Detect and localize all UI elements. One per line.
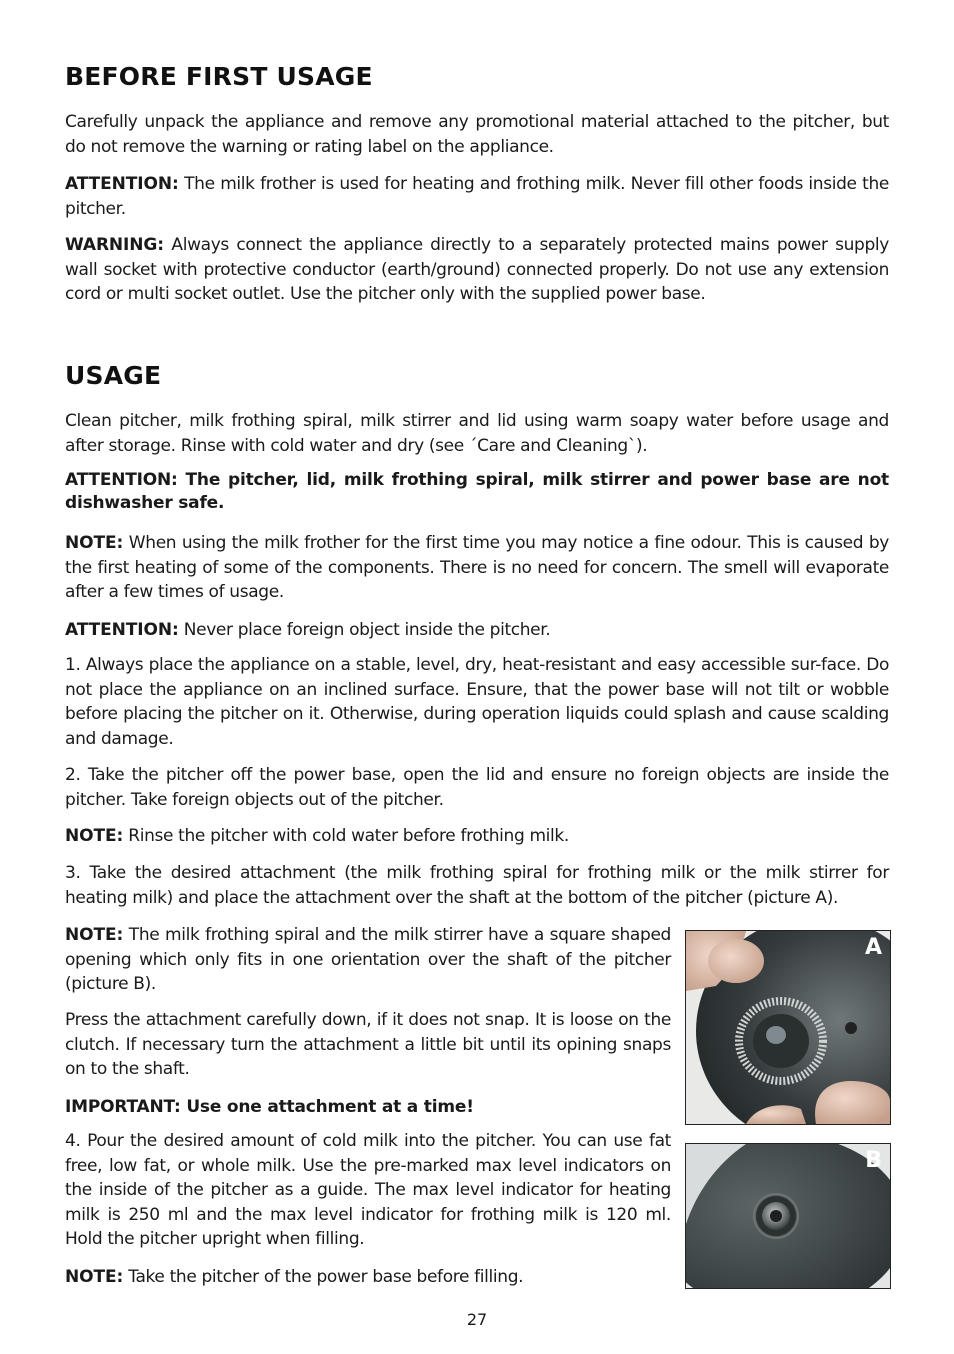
figure-a-illustration bbox=[686, 931, 890, 1124]
warning-text: Always connect the appliance directly to a separately protected mains power supply wall socket with protective conductor (earth/ground) connected properly. Do not use any extension cord or multi socket outlet. Use the pitcher only with the supplied power base. bbox=[65, 235, 889, 305]
figure-b-illustration bbox=[686, 1144, 890, 1288]
paragraph-press-attachment: Press the attachment carefully down, if it does not snap. It is loose on the clutch. If necessary turn the attachment a little bit until its opining snaps on to the shaft. bbox=[65, 1010, 671, 1080]
section-title-usage: USAGE bbox=[65, 361, 162, 390]
figure-b-photo bbox=[685, 1143, 891, 1289]
paragraph-note-rinse bbox=[65, 824, 889, 849]
paragraph-unpack: Carefully unpack the appliance and remove any promotional material attached to the pitcher, but do not remove the warning or rating label on the appliance. bbox=[65, 112, 889, 157]
paragraph-warning bbox=[65, 233, 889, 307]
note-label: NOTE: bbox=[65, 826, 124, 846]
section-title-before-first-usage: BEFORE FIRST USAGE bbox=[65, 62, 373, 91]
paragraph-important: IMPORTANT: Use one attachment at a time! bbox=[65, 1097, 474, 1117]
note-label: NOTE: bbox=[65, 925, 124, 945]
attention-text: Never place foreign object inside the pitcher. bbox=[178, 620, 551, 640]
note-text: Take the pitcher of the power base before filling. bbox=[123, 1267, 524, 1287]
warning-label: WARNING: bbox=[65, 235, 164, 255]
note-label: NOTE: bbox=[65, 1267, 124, 1287]
paragraph-step-2: 2. Take the pitcher off the power base, open the lid and ensure no foreign objects are inside the pitcher. Take foreign objects out of the pitcher. bbox=[65, 765, 889, 810]
paragraph-note-filling bbox=[65, 1265, 671, 1290]
paragraph-attention-frother bbox=[65, 172, 889, 221]
note-label: NOTE: bbox=[65, 533, 124, 553]
figure-a-photo bbox=[685, 930, 891, 1125]
paragraph-clean: Clean pitcher, milk frothing spiral, milk stirrer and lid using warm soapy water before usage and after storage. Rinse with cold water and dry (see ´Care and Cleaning`). bbox=[65, 411, 889, 456]
note-text: When using the milk frother for the first time you may notice a fine odour. This is caused by the first heating of some of the components. There is no need for concern. The smell will evaporate after a few times of usage. bbox=[65, 533, 889, 603]
figure-b-label: B bbox=[865, 1148, 882, 1173]
paragraph-note-odour bbox=[65, 531, 889, 605]
paragraph-dishwasher-attention: ATTENTION: The pitcher, lid, milk frothing spiral, milk stirrer and power base are not dishwasher safe. bbox=[65, 470, 889, 513]
paragraph-attention-foreign bbox=[65, 618, 889, 643]
note-text: Rinse the pitcher with cold water before frothing milk. bbox=[123, 826, 569, 846]
attention-text: The milk frother is used for heating and frothing milk. Never fill other foods inside the pitcher. bbox=[65, 174, 889, 219]
page-number: 27 bbox=[466, 1310, 488, 1329]
paragraph-step-4: 4. Pour the desired amount of cold milk into the pitcher. You can use fat free, low fat, or whole milk. Use the pre-marked max level indicators on the inside of the pitcher as a guide. The max level indicator for heating milk is 250 ml and the max level indicator for frothing milk is 120 ml. Hold the pitcher upright when filling. bbox=[65, 1131, 671, 1250]
paragraph-note-square bbox=[65, 923, 671, 997]
paragraph-step-1: 1. Always place the appliance on a stable, level, dry, heat-resistant and easy accessible sur-face. Do not place the appliance on an inclined surface. Ensure, that the power base will not tilt or wobble before placing the pitcher on it. Otherwise, during operation liquids could splash and cause scalding and damage. bbox=[65, 655, 889, 749]
note-text: The milk frothing spiral and the milk stirrer have a square shaped opening which only fits in one orientation over the shaft of the pitcher (picture B). bbox=[65, 925, 671, 995]
attention-label: ATTENTION: bbox=[65, 620, 179, 640]
paragraph-step-3: 3. Take the desired attachment (the milk frothing spiral for frothing milk or the milk stirrer for heating milk) and place the attachment over the shaft at the bottom of the pitcher (picture A). bbox=[65, 863, 889, 908]
attention-label: ATTENTION: bbox=[65, 174, 179, 194]
figure-a-label: A bbox=[864, 935, 882, 960]
